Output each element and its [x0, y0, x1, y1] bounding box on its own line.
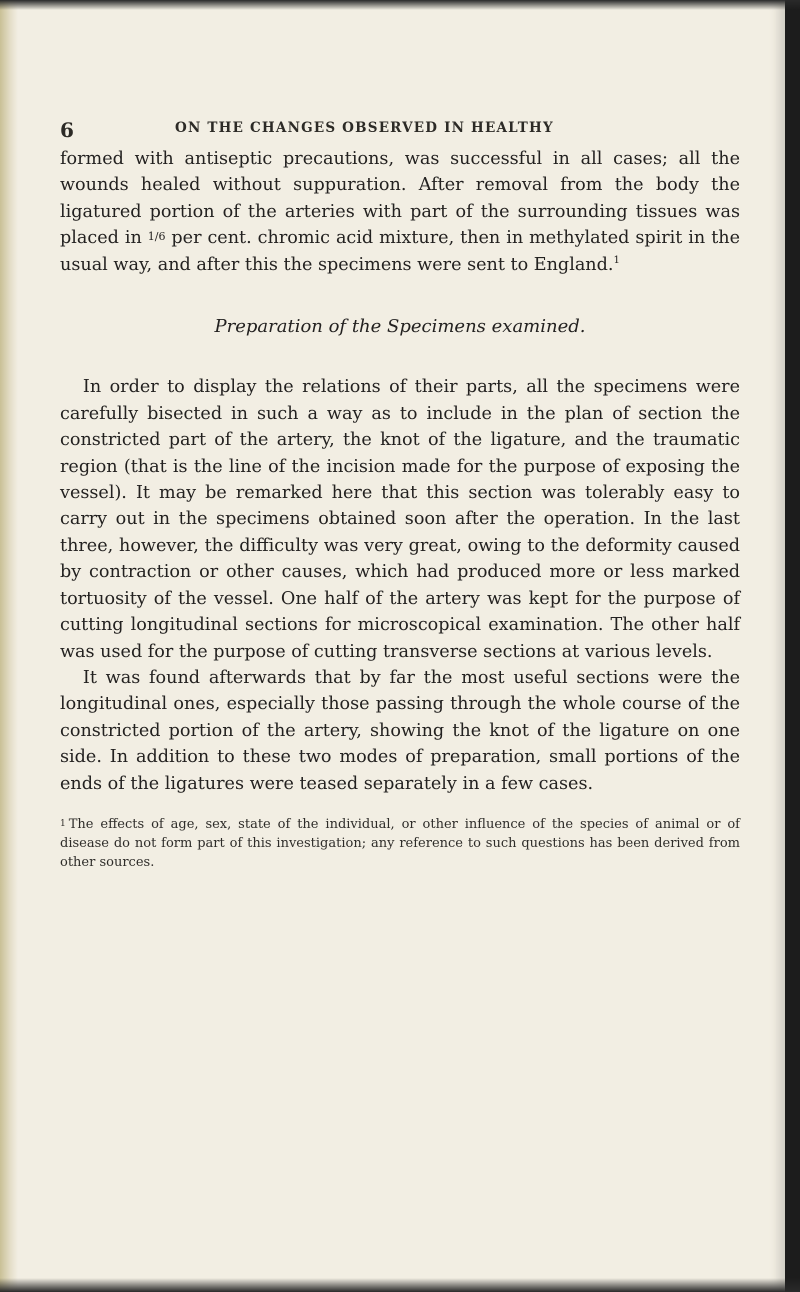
- paragraph-2: In order to display the relations of their parts, all the specimens were carefully bisected in such a way as to include in the plan of section the constricted part of the artery, the knot of the ligature, and the traumatic region (that is the line of the incision made for the purpose of exposing the vessel). It may be remarked here that this section was tolerably easy to carry out in the specimens obtained soon after the operation. In the last three, however, the difficulty was very great, owing to the deformity caused by contraction or other causes, which had produced more or less marked tortuosity of the vessel. One half of the artery was kept for the purpose of cutting longitudinal sections for microscopical examination. The other half was used for the purpose of cutting transverse sections at various levels.: [60, 377, 740, 662]
- scan-bottom-edge: [0, 1278, 800, 1292]
- body-text: [60, 146, 740, 872]
- footnote-text: The effects of age, sex, state of the individual, or other influence of the species of animal or of disease do not form part of this investigation; any reference to such questions has been derived from other sources.: [60, 816, 740, 870]
- page-header: [60, 118, 740, 142]
- footnote-mark: 1: [60, 818, 66, 829]
- paragraph-1: [60, 146, 740, 278]
- fraction-one-sixth: 1/6: [147, 230, 166, 244]
- footnote: [60, 815, 740, 872]
- page-number: 6: [60, 118, 74, 142]
- section-heading: Preparation of the Specimens examined.: [214, 316, 586, 338]
- scan-top-edge: [0, 0, 800, 10]
- paragraph-3: It was found afterwards that by far the most useful sections were the longitudinal ones, especially those passing through the whole course of the constricted portion of the artery, showing the knot of the ligature on one side. In addition to these two modes of preparation, small portions of the ends of the ligatures were teased separately in a few cases.: [60, 667, 740, 794]
- paragraph-1-part-2: per cent. chromic acid mixture, then in methylated spirit in the usual way, and after this the specimens were sent to England.: [60, 228, 741, 275]
- paragraph-1-part-1: formed with antiseptic precautions, was successful in all cases; all the wounds healed without suppuration. After removal from the body the ligatured portion of the arteries with part of the surrounding tissues was placed in: [60, 149, 740, 249]
- running-head: ON THE CHANGES OBSERVED IN HEALTHY: [175, 120, 554, 136]
- footnote-reference: 1: [613, 254, 620, 266]
